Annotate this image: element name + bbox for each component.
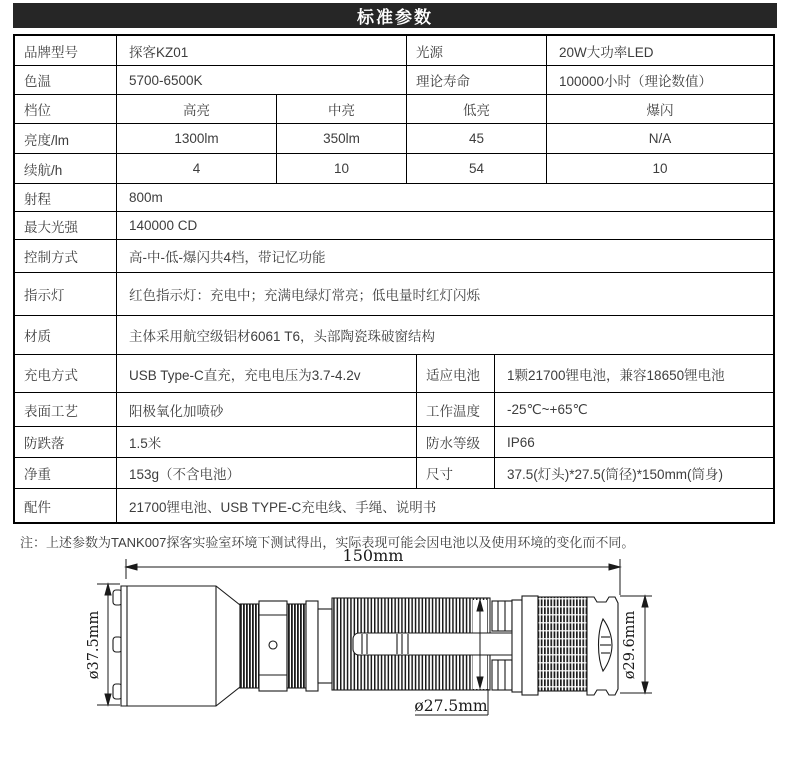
spec-label: 最大光强 — [15, 212, 117, 239]
tail-knurl — [538, 597, 587, 691]
spec-value: 阳极氧化加喷砂 — [117, 393, 417, 426]
head-diameter-label: ø37.5mm — [86, 610, 102, 680]
table-row — [15, 240, 773, 273]
spec-value: 1.5米 — [117, 427, 417, 457]
spec-label: 理论寿命 — [407, 66, 547, 94]
table-row — [15, 316, 773, 355]
mode-header: 爆闪 — [646, 103, 674, 118]
pocket-clip — [353, 633, 523, 655]
spec-label: 续航/h — [15, 154, 117, 183]
spec-label: 尺寸 — [417, 458, 495, 488]
knurl-ring — [287, 604, 306, 688]
footnote: 注：上述参数为TANK007探客实验室环境下测试得出，实际表现可能会因电池以及使用环境的变化而不同。 — [20, 535, 635, 550]
tail-diameter-dimension — [620, 596, 652, 693]
spec-value: IP66 — [507, 434, 535, 450]
spec-value: 350lm — [277, 124, 407, 153]
table-row — [15, 95, 773, 124]
spec-value: 1300lm — [117, 124, 277, 153]
spec-value: 5700-6500K — [117, 66, 407, 94]
table-row — [15, 355, 773, 393]
spec-label: 色温 — [15, 66, 117, 94]
spec-label: 品牌型号 — [15, 36, 117, 65]
spec-value: 153g（不含电池） — [117, 458, 417, 488]
spec-value: 探客KZ01 — [117, 36, 407, 65]
neck — [318, 609, 332, 683]
mode-header: 低亮 — [407, 95, 547, 123]
spec-label: 控制方式 — [15, 240, 117, 272]
spec-value: 10 — [652, 161, 668, 176]
tail-diameter-label: ø29.6mm — [622, 610, 638, 680]
length-dimension-label: 150mm — [342, 546, 404, 565]
flashlight-outline — [113, 586, 618, 706]
table-row — [15, 66, 773, 95]
mode-header: 高亮 — [117, 95, 277, 123]
flashlight-dimension-drawing — [0, 538, 790, 753]
spec-value: 主体采用航空级铝材6061 T6，头部陶瓷珠破窗结构 — [129, 329, 436, 344]
table-row — [15, 458, 773, 489]
spec-label: 适应电池 — [417, 355, 495, 392]
spec-label: 亮度/lm — [15, 124, 117, 153]
spec-value: 800m — [129, 190, 163, 205]
table-row — [15, 273, 773, 316]
table-row — [15, 489, 773, 522]
step-ring — [306, 601, 318, 691]
spec-table — [13, 34, 775, 524]
spec-label: 净重 — [15, 458, 117, 488]
spec-label: 防跌落 — [15, 427, 117, 457]
table-row — [15, 427, 773, 458]
spec-value: 54 — [407, 154, 547, 183]
spec-value: 37.5(灯头)*27.5(筒径)*150mm(筒身) — [507, 467, 724, 482]
spec-value: 20W大功率LED — [559, 44, 654, 60]
spec-label: 防水等级 — [417, 427, 495, 457]
spec-label: 表面工艺 — [15, 393, 117, 426]
body-diameter-label: ø27.5mm — [414, 697, 488, 715]
spec-label: 充电方式 — [15, 355, 117, 392]
spec-value: 4 — [117, 154, 277, 183]
spec-label: 档位 — [15, 95, 117, 123]
page-title: 标准参数 — [357, 8, 433, 27]
spec-label: 光源 — [407, 36, 547, 65]
table-row — [15, 184, 773, 212]
flashlight-head — [121, 586, 240, 706]
spec-label: 工作温度 — [417, 393, 495, 426]
spec-value: 45 — [407, 124, 547, 153]
spec-value: -25℃~+65℃ — [507, 401, 588, 417]
spec-value: 高-中-低-爆闪共4档，带记忆功能 — [129, 250, 326, 265]
spec-value: 100000小时（理论数值） — [559, 74, 713, 89]
spacer-ring — [522, 596, 538, 695]
spec-value: 140000 CD — [129, 218, 198, 233]
table-row — [15, 124, 773, 154]
spec-label: 配件 — [15, 489, 117, 522]
spec-label: 射程 — [15, 184, 117, 211]
table-row — [15, 212, 773, 240]
mode-header: 中亮 — [277, 95, 407, 123]
spec-value: USB Type-C直充，充电电压为3.7-4.2v — [117, 355, 417, 392]
table-row — [15, 393, 773, 427]
table-row — [15, 36, 773, 66]
spec-value: 1颗21700锂电池，兼容18650锂电池 — [507, 367, 725, 383]
spec-value: N/A — [648, 131, 672, 146]
knurl-ring — [240, 604, 259, 688]
spec-value: 21700锂电池、USB TYPE-C充电线、手绳、说明书 — [129, 499, 437, 515]
table-row — [15, 154, 773, 184]
spec-value: 10 — [277, 154, 407, 183]
spec-label: 材质 — [15, 316, 117, 354]
side-switch-dot — [269, 641, 277, 649]
spacer-ring — [512, 600, 522, 692]
spec-label: 指示灯 — [15, 273, 117, 315]
spec-value: 红色指示灯：充电中；充满电绿灯常亮；低电量时红灯闪烁 — [129, 288, 480, 303]
title-bar — [13, 3, 777, 28]
groove-block — [492, 601, 512, 631]
groove-block — [492, 660, 512, 690]
